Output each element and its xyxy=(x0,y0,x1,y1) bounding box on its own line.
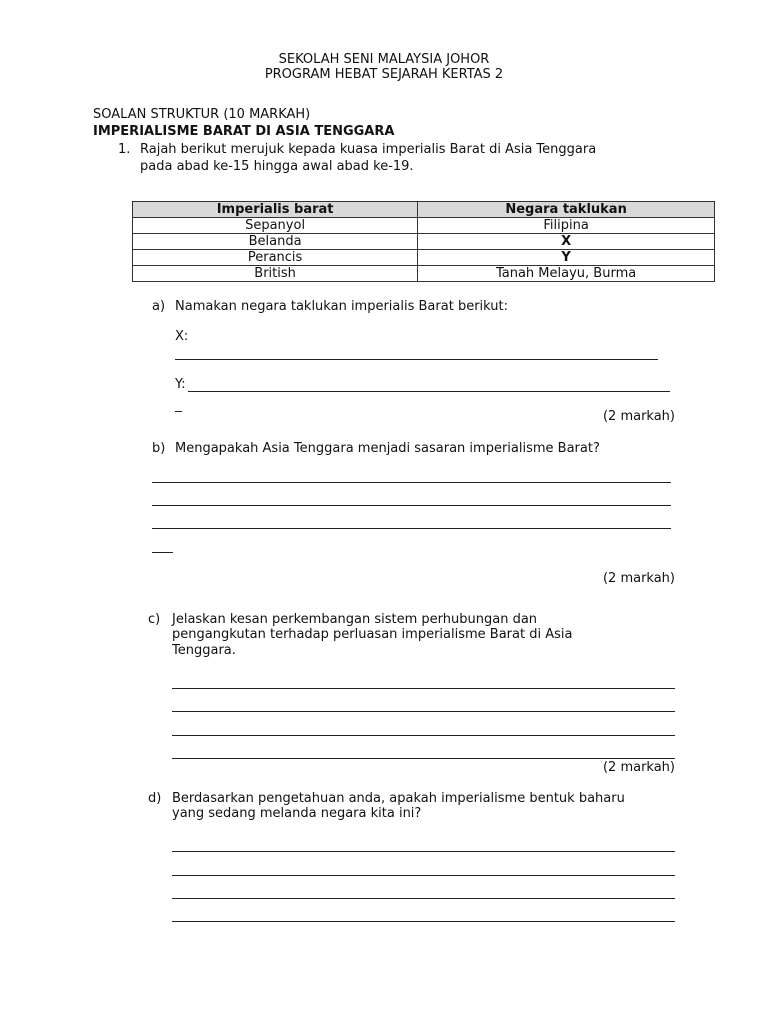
school-name: SEKOLAH SENI MALAYSIA JOHOR xyxy=(278,52,490,67)
answer-d-line-3[interactable] xyxy=(172,898,675,899)
answer-b-line-3[interactable] xyxy=(152,528,671,529)
table-cell: X xyxy=(418,234,715,250)
part-a-marks: (2 markah) xyxy=(602,409,675,424)
part-c-marks: (2 markah) xyxy=(602,760,675,775)
table-header-cell: Imperialis barat xyxy=(133,202,418,218)
answer-y-line-tail xyxy=(175,411,182,412)
table-cell: Tanah Melayu, Burma xyxy=(418,266,715,282)
part-d-question-line1: Berdasarkan pengetahuan anda, apakah imperialisme bentuk baharu xyxy=(172,791,625,806)
answer-d-line-1[interactable] xyxy=(172,851,675,852)
answer-y-label: Y: xyxy=(175,377,186,392)
table-header-cell: Negara taklukan xyxy=(418,202,715,218)
answer-y-line[interactable] xyxy=(188,391,670,392)
table-cell: Y xyxy=(418,250,715,266)
part-c-label: c) xyxy=(148,612,161,627)
program-title: PROGRAM HEBAT SEJARAH KERTAS 2 xyxy=(264,67,504,82)
table-cell: Belanda xyxy=(133,234,418,250)
answer-b-line-1[interactable] xyxy=(152,482,671,483)
section-title: SOALAN STRUKTUR (10 MARKAH) xyxy=(93,107,311,122)
part-d-question-line2: yang sedang melanda negara kita ini? xyxy=(172,806,422,821)
table-cell: Sepanyol xyxy=(133,218,418,234)
part-b-label: b) xyxy=(152,441,166,456)
part-a-label: a) xyxy=(152,299,166,314)
part-d-label: d) xyxy=(148,791,162,806)
table-row xyxy=(133,234,715,250)
part-b-question: Mengapakah Asia Tenggara menjadi sasaran imperialisme Barat? xyxy=(175,441,600,456)
table-cell: Perancis xyxy=(133,250,418,266)
table-row xyxy=(133,218,715,234)
answer-b-line-2[interactable] xyxy=(152,505,671,506)
answer-c-line-4[interactable] xyxy=(172,758,675,759)
answer-x-line[interactable] xyxy=(175,359,658,360)
answer-c-line-1[interactable] xyxy=(172,688,675,689)
table-row xyxy=(133,266,715,282)
part-c-question-line1: Jelaskan kesan perkembangan sistem perhubungan dan xyxy=(172,612,538,627)
question-number: 1. xyxy=(118,142,131,157)
answer-b-line-tail xyxy=(152,552,173,553)
answer-d-line-4[interactable] xyxy=(172,921,675,922)
table-row xyxy=(133,250,715,266)
topic-title: IMPERIALISME BARAT DI ASIA TENGGARA xyxy=(93,124,395,139)
answer-c-line-2[interactable] xyxy=(172,711,675,712)
answer-c-line-3[interactable] xyxy=(172,735,675,736)
table-cell: British xyxy=(133,266,418,282)
imperialism-table xyxy=(132,201,715,282)
part-a-question: Namakan negara taklukan imperialis Barat berikut: xyxy=(175,299,508,314)
question-text-line1: Rajah berikut merujuk kepada kuasa imperialis Barat di Asia Tenggara xyxy=(140,142,597,157)
table-header-row xyxy=(133,202,715,218)
table-cell: Filipina xyxy=(418,218,715,234)
part-b-marks: (2 markah) xyxy=(602,571,675,586)
part-c-question-line3: Tenggara. xyxy=(172,643,236,658)
part-c-question-line2: pengangkutan terhadap perluasan imperialisme Barat di Asia xyxy=(172,627,573,642)
answer-d-line-2[interactable] xyxy=(172,875,675,876)
question-text-line2: pada abad ke-15 hingga awal abad ke-19. xyxy=(140,159,414,174)
answer-x-label: X: xyxy=(175,329,189,344)
